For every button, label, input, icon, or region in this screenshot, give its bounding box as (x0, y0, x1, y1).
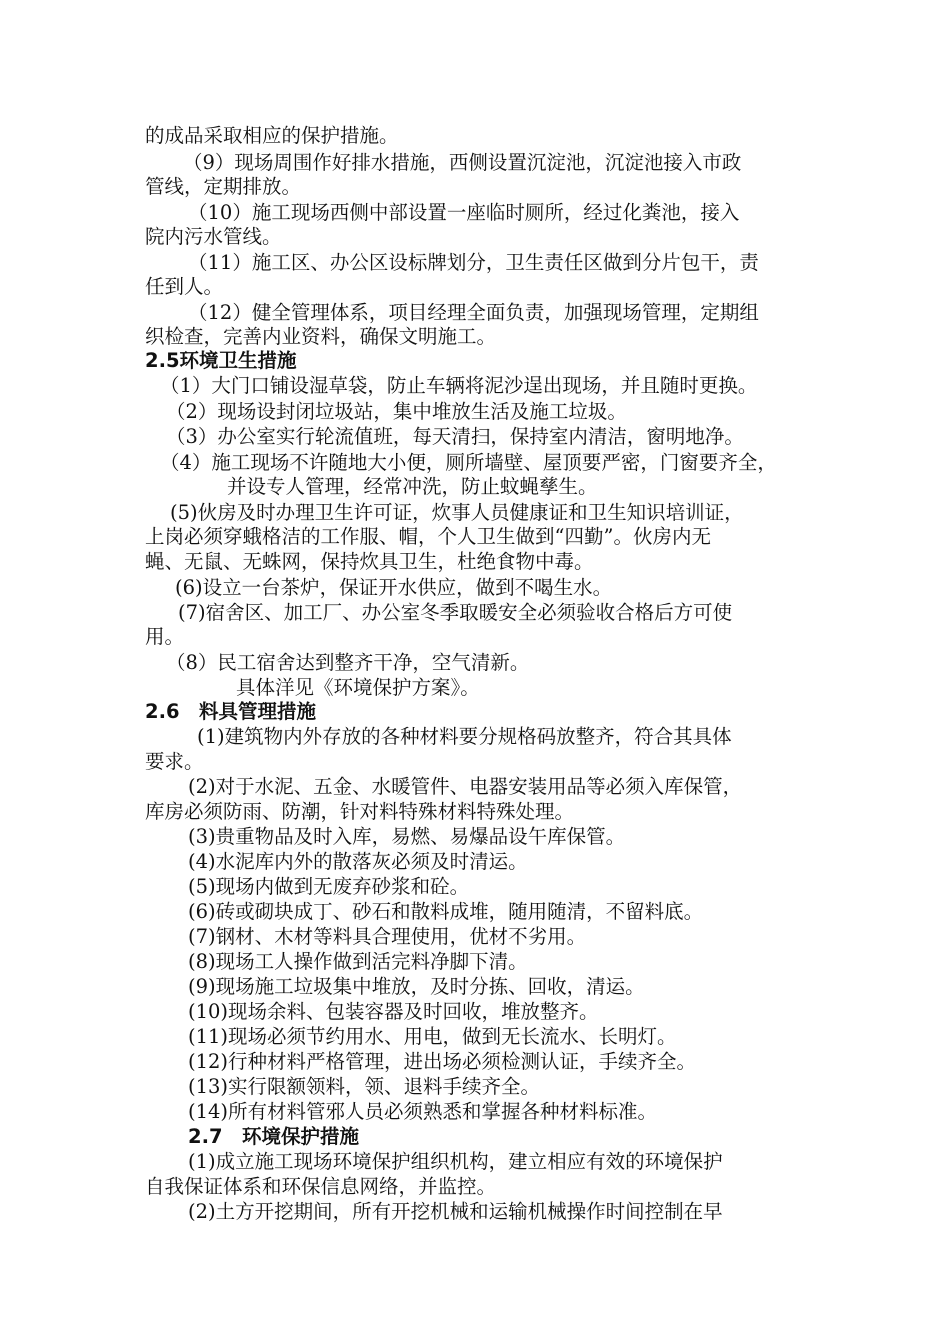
text-line: 库房必须防雨、防潮，针对料特殊材料特殊处理。 (145, 800, 575, 823)
text-line: (8)现场工人操作做到活完料净脚下清。 (188, 950, 528, 973)
text-line: (4)水泥库内外的散落灰必须及时清运。 (188, 850, 528, 873)
section-heading: 2.5环境卫生措施 (145, 349, 297, 372)
text-line: (6)设立一台茶炉，保证开水供应，做到不喝生水。 (175, 576, 613, 599)
text-line: （3）办公室实行轮流值班，每天清扫，保持室内清洁，窗明地净。 (166, 425, 744, 448)
section-heading: 2.7 环境保护措施 (188, 1125, 360, 1148)
text-line: 自我保证体系和环保信息网络，并监控。 (145, 1175, 497, 1198)
text-line: (13)实行限额领料，领、退料手续齐全。 (188, 1075, 541, 1098)
text-line: (5)现场内做到无废弃砂浆和砼。 (188, 875, 470, 898)
section-heading: 2.6 料具管理措施 (145, 700, 317, 723)
text-line: (11)现场必须节约用水、用电，做到无长流水、长明灯。 (188, 1025, 677, 1048)
text-line: 管线，定期排放。 (145, 175, 302, 198)
text-line: 要求。 (145, 750, 204, 773)
text-line: 院内污水管线。 (145, 225, 282, 248)
text-line: (14)所有材料管邪人员必须熟悉和掌握各种材料标准。 (188, 1100, 658, 1123)
text-line: (9)现场施工垃圾集中堆放，及时分拣、回收，清运。 (188, 975, 645, 998)
text-line: （1）大门口铺设湿草袋，防止车辆将泥沙逞出现场，并且随时更换。 (160, 374, 758, 397)
text-line: 用。 (145, 625, 185, 648)
text-line: 任到人。 (145, 275, 224, 298)
text-line: （8）民工宿舍达到整齐干净，空气清新。 (166, 651, 530, 674)
text-line: (7)钢材、木材等料具合理使用，优材不劣用。 (188, 925, 587, 948)
text-line: （2）现场设封闭垃圾站，集中堆放生活及施工垃圾。 (166, 400, 627, 423)
text-line: 蝇、无鼠、无蛛网，保持炊具卫生，杜绝食物中毒。 (145, 550, 594, 573)
text-line: （10）施工现场西侧中部设置一座临时厕所，经过化粪池，接入 (188, 201, 740, 224)
text-line: (6)砖或砌块成丁、砂石和散料成堆，随用随清，不留料底。 (188, 900, 704, 923)
text-line: 并设专人管理，经常冲洗，防止蚊蝇孳生。 (227, 475, 598, 498)
text-line: （4）施工现场不许随地大小便，厕所墙壁、屋顶要严密，门窗要齐全， (160, 451, 777, 474)
text-line: （11）施工区、办公区设标牌划分，卫生责任区做到分片包干，责 (188, 251, 759, 274)
text-line: （12）健全管理体系，项目经理全面负责，加强现场管理，定期组 (188, 301, 759, 324)
text-line: 上岗必须穿蛾格洁的工作服、帽，个人卫生做到“四勤”。伙房内无 (145, 525, 711, 548)
text-line: (1)建筑物内外存放的各种材料要分规格码放整齐，符合其具体 (197, 725, 732, 748)
text-line: (1)成立施工现场环境保护组织机构，建立相应有效的环境保护 (188, 1150, 723, 1173)
text-line: (2)对于水泥、五金、水暖管件、电器安装用品等必须入库保管， (188, 775, 743, 798)
text-line: (3)贵重物品及时入库，易燃、易爆品设午库保管。 (188, 825, 626, 848)
text-line: 具体洋见《环境保护方案》。 (236, 676, 480, 699)
text-line: (12)行种材料严格管理，进出场必须检测认证，手续齐全。 (188, 1050, 697, 1073)
text-line: 的成品采取相应的保护措施。 (145, 124, 399, 147)
text-line: (5)伙房及时办理卫生许可证，炊事人员健康证和卫生知识培训证， (170, 501, 744, 524)
text-line: (7)宿舍区、加工厂、办公室冬季取暖安全必须验收合格后方可使 (178, 601, 733, 624)
text-line: 织检查，完善内业资料，确保文明施工。 (145, 325, 497, 348)
text-line: (10)现场余料、包装容器及时回收，堆放整齐。 (188, 1000, 599, 1023)
text-line: （9）现场周围作好排水措施，西侧设置沉淀池，沉淀池接入市政 (183, 151, 742, 174)
text-line: (2)土方开挖期间，所有开挖机械和运输机械操作时间控制在早 (188, 1200, 723, 1223)
